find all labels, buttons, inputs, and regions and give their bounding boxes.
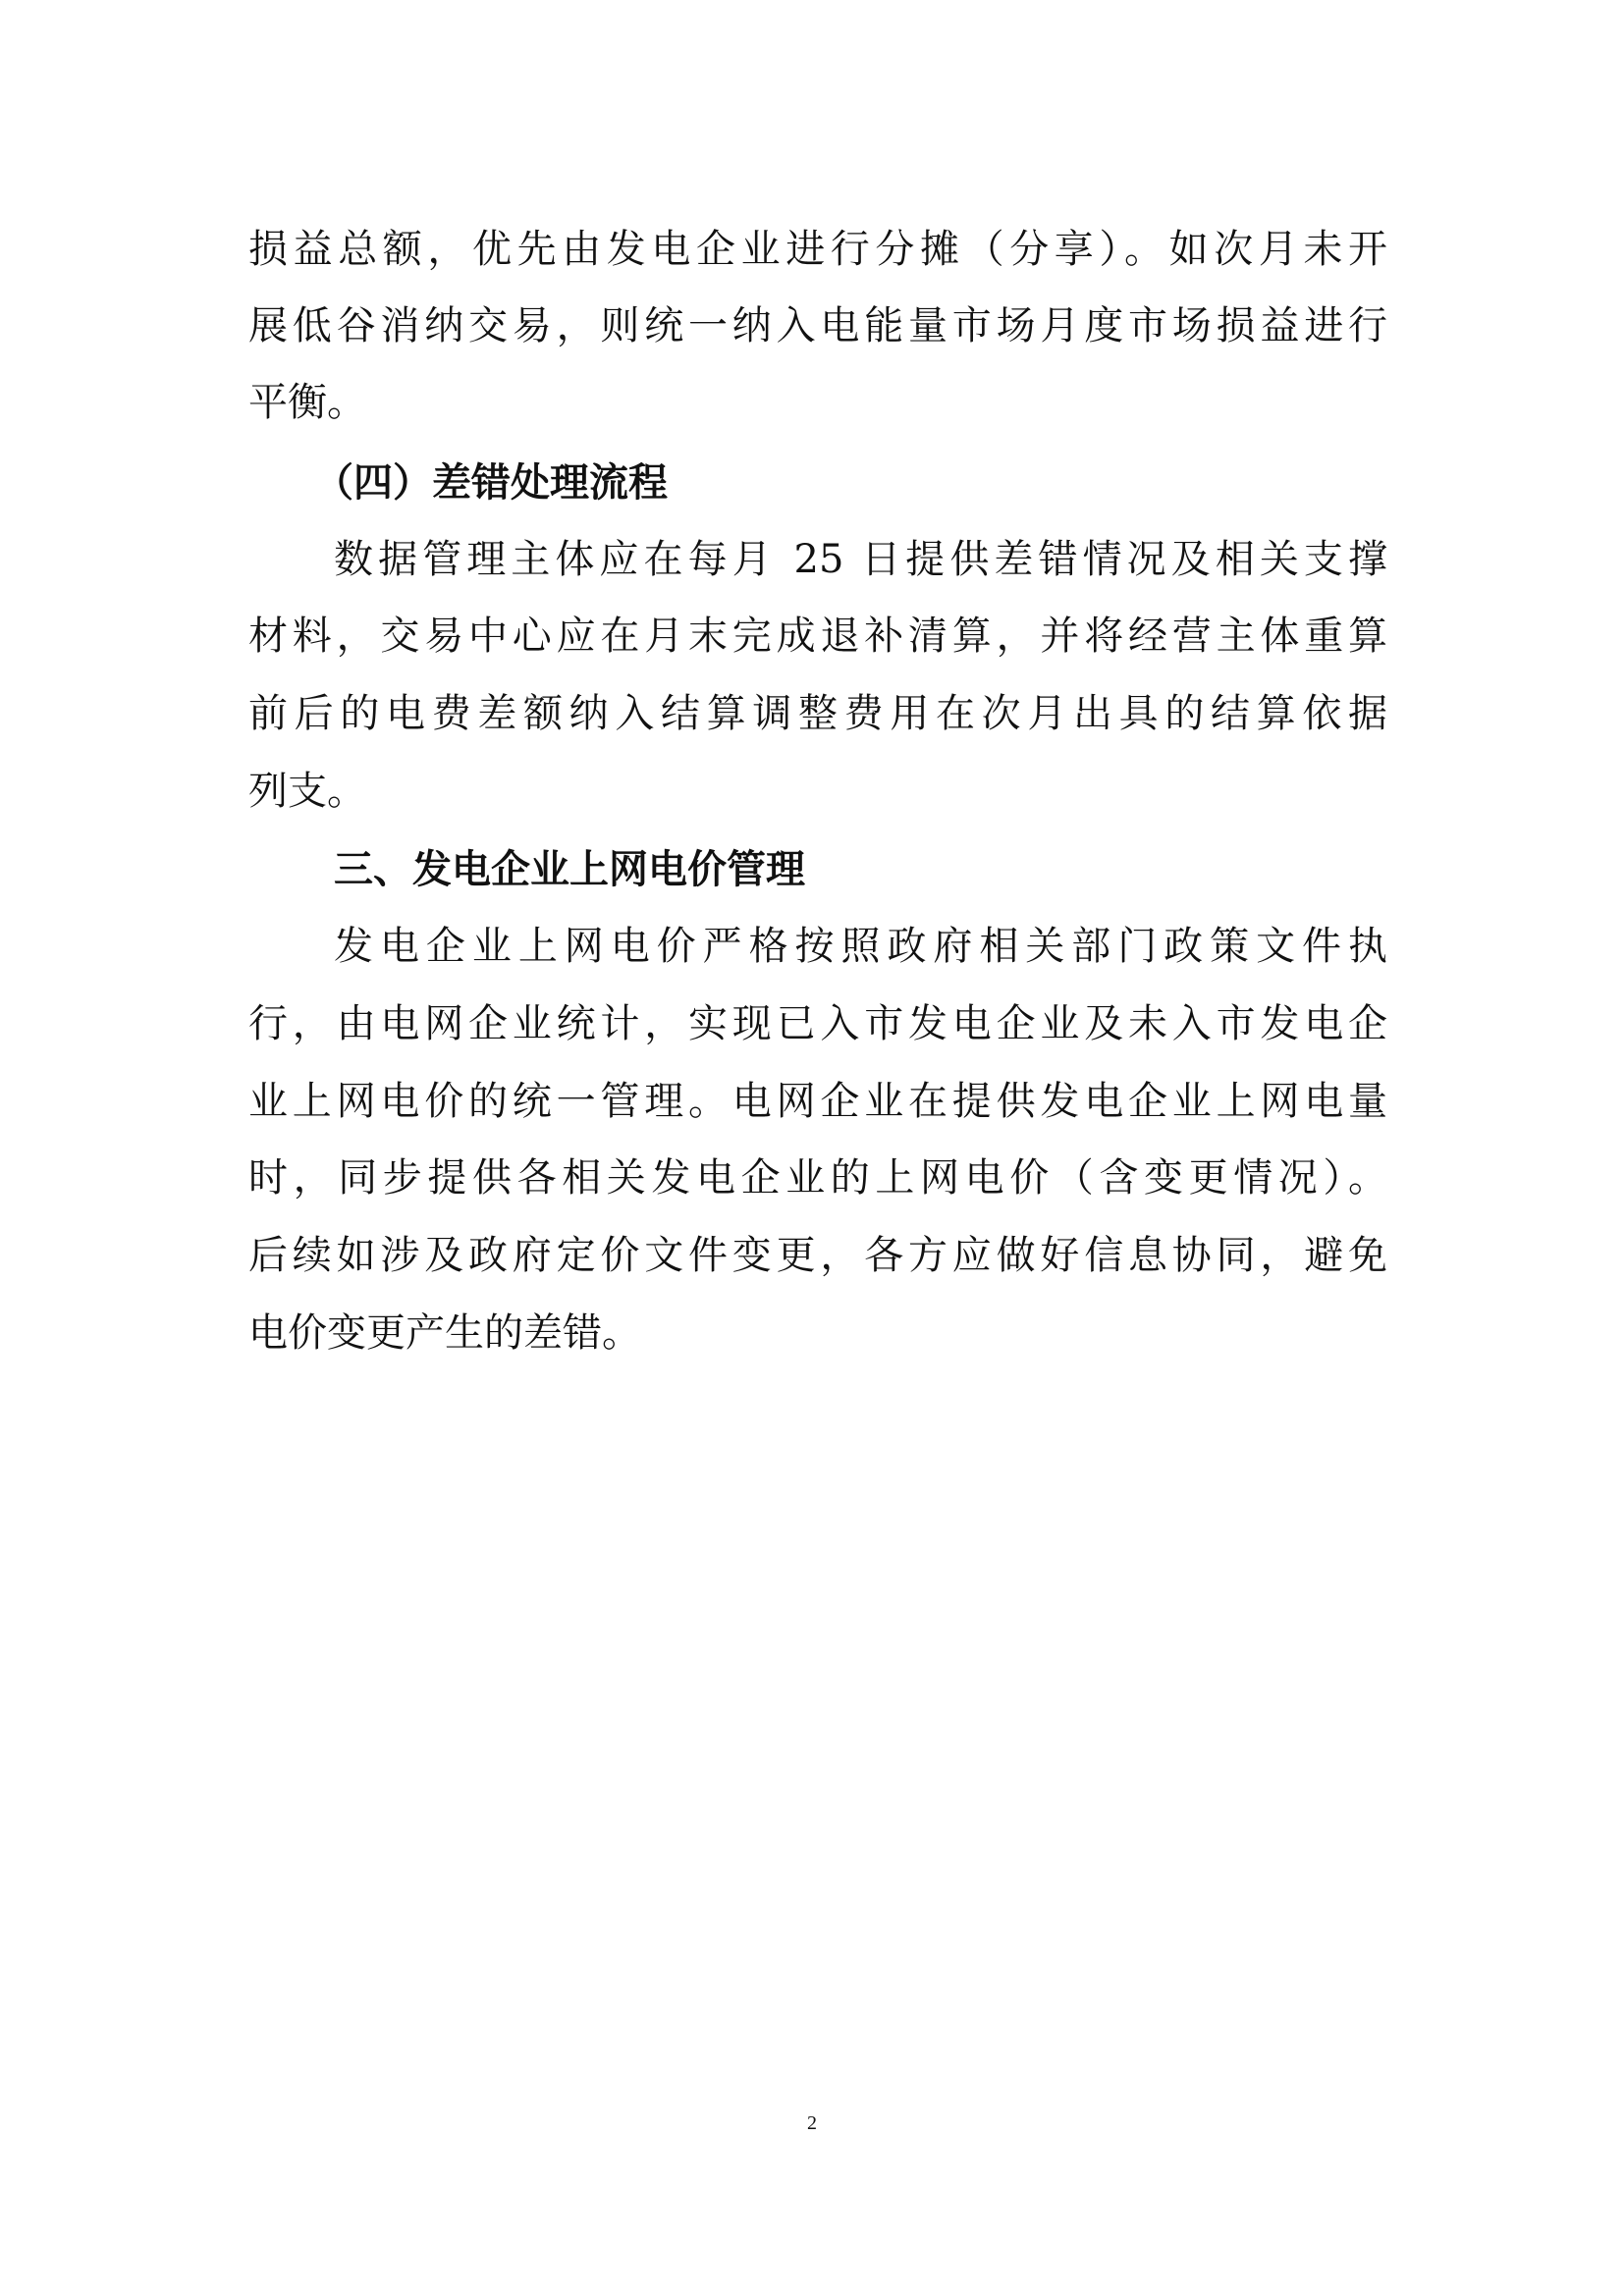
- page-number: 2: [807, 2112, 817, 2134]
- paragraph-line: 电价变更产生的差错。: [248, 1310, 641, 1356]
- paragraph-line: 损益总额，优先由发电企业进行分摊（分享）。如次月未开: [248, 227, 1387, 272]
- paragraph-line: 业上网电价的统一管理。电网企业在提供发电企业上网电量: [248, 1079, 1387, 1124]
- paragraph-line: 列支。: [248, 769, 366, 814]
- paragraph-line: 数据管理主体应在每月 25 日提供差错情况及相关支撑: [334, 537, 1387, 582]
- paragraph-line: 材料，交易中心应在月末完成退补清算，并将经营主体重算: [248, 614, 1387, 659]
- paragraph-line: 发电企业上网电价严格按照政府相关部门政策文件执: [334, 924, 1387, 969]
- section-heading-4: （四）差错处理流程: [314, 460, 668, 506]
- paragraph-line: 行，由电网企业统计，实现已入市发电企业及未入市发电企: [248, 1001, 1387, 1046]
- paragraph-line: 后续如涉及政府定价文件变更，各方应做好信息协同，避免: [248, 1233, 1387, 1278]
- paragraph-line: 平衡。: [248, 380, 366, 425]
- paragraph-line: 前后的电费差额纳入结算调整费用在次月出具的结算依据: [248, 691, 1387, 736]
- section-heading-3: 三、发电企业上网电价管理: [334, 847, 805, 892]
- paragraph-line: 时，同步提供各相关发电企业的上网电价（含变更情况）。: [248, 1155, 1387, 1201]
- paragraph-line: 展低谷消纳交易，则统一纳入电能量市场月度市场损益进行: [248, 303, 1387, 348]
